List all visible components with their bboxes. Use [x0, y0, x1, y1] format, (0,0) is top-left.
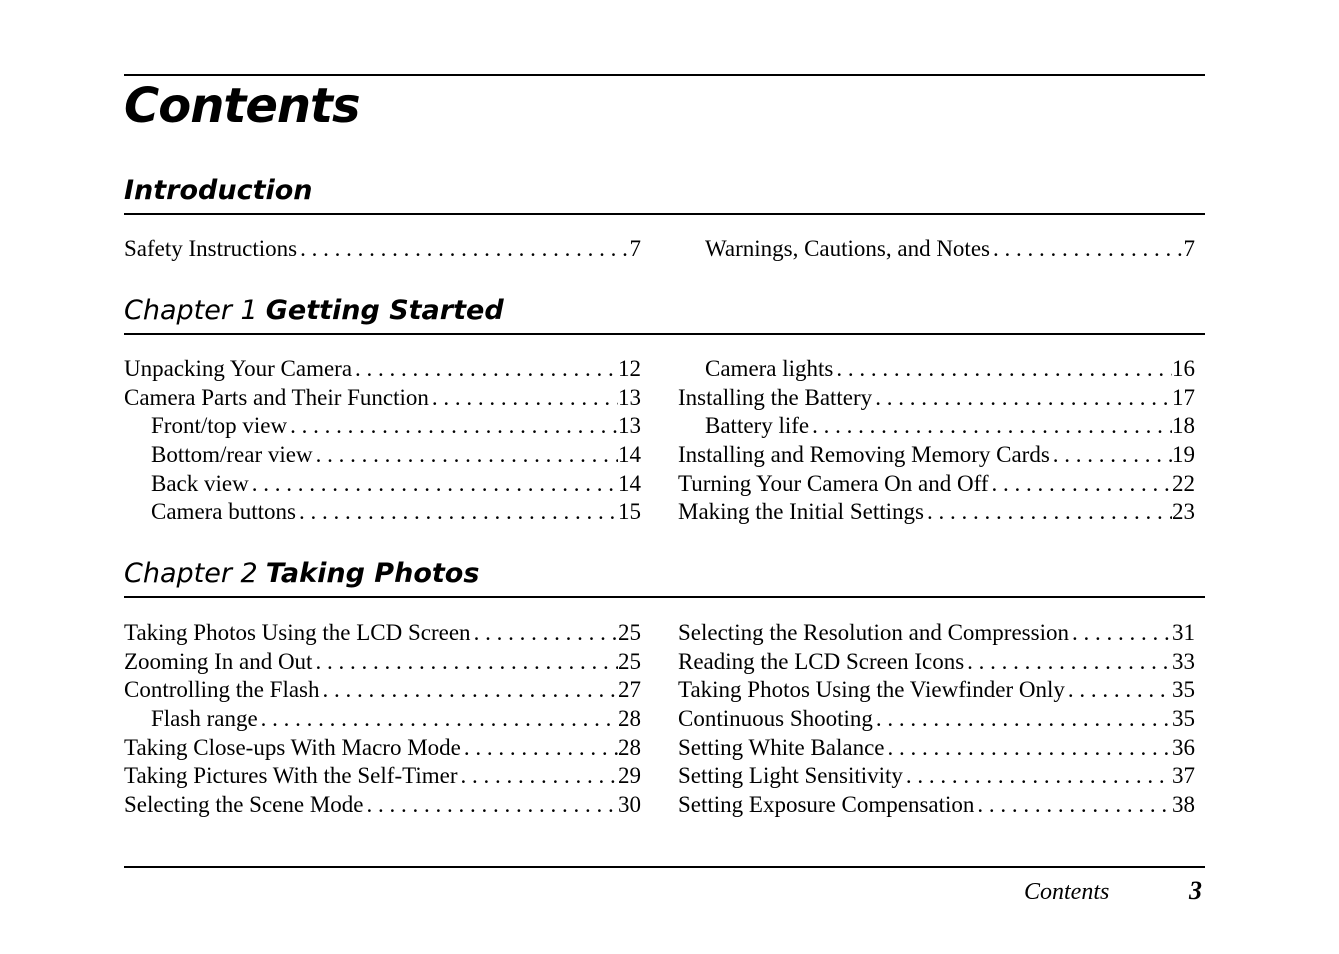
dot-leader	[1065, 677, 1172, 703]
toc-entry-page: 23	[1172, 499, 1195, 525]
toc-entry-label: Selecting the Scene Mode	[124, 792, 364, 818]
dot-leader	[312, 649, 618, 675]
toc-entry-label: Taking Photos Using the LCD Screen	[124, 620, 471, 645]
page-title: Contents	[124, 78, 360, 134]
toc-entry-page: 12	[618, 356, 641, 381]
toc-entry[interactable]	[678, 442, 1195, 471]
dot-leader	[872, 385, 1172, 411]
dot-leader	[258, 706, 618, 732]
toc-entry-label: Camera lights	[705, 356, 834, 381]
toc-entry[interactable]	[678, 649, 1195, 678]
toc-entry[interactable]	[124, 792, 641, 821]
dot-leader	[352, 356, 618, 382]
toc-entry-page: 28	[618, 706, 641, 732]
dot-leader	[924, 499, 1172, 525]
toc-entry[interactable]	[124, 677, 641, 706]
dot-leader	[287, 413, 618, 439]
toc-entry-label: Setting Exposure Compensation	[678, 792, 975, 818]
toc-entry-page: 16	[1172, 356, 1195, 381]
section-rule	[124, 596, 1205, 598]
dot-leader	[458, 763, 619, 789]
toc-entry-label: Turning Your Camera On and Off	[678, 470, 989, 496]
dot-leader	[974, 792, 1172, 818]
toc-entry[interactable]	[124, 442, 641, 471]
chapter-number: Chapter 2	[124, 558, 258, 589]
toc-entry-label: Setting White Balance	[678, 734, 885, 760]
dot-leader	[429, 385, 618, 411]
dot-leader	[833, 356, 1172, 382]
toc-column-left	[124, 236, 641, 265]
toc-entry-label: Reading the LCD Screen Icons	[678, 648, 965, 674]
toc-entry[interactable]	[124, 499, 641, 528]
footer-rule	[124, 866, 1205, 868]
toc-entry[interactable]	[124, 356, 641, 385]
toc-entry-label: Bottom/rear view	[151, 442, 313, 468]
toc-entry-page: 35	[1172, 706, 1195, 732]
toc-entry-page: 7	[629, 236, 641, 261]
toc-entry[interactable]	[678, 677, 1195, 706]
dot-leader	[964, 649, 1172, 675]
toc-entry-page: 13	[618, 413, 641, 439]
toc-entry-page: 38	[1172, 792, 1195, 818]
toc-entry-page: 13	[618, 384, 641, 410]
dot-leader	[320, 677, 619, 703]
toc-entry-page: 28	[618, 734, 641, 760]
toc-entry-page: 15	[618, 499, 641, 525]
toc-entry-page: 14	[618, 442, 641, 468]
dot-leader	[990, 236, 1184, 262]
dot-leader	[471, 620, 618, 646]
dot-leader	[364, 792, 618, 818]
toc-entry[interactable]	[678, 356, 1195, 385]
toc-entry[interactable]	[678, 413, 1195, 442]
toc-entry[interactable]	[678, 735, 1195, 764]
page-number: 3	[1189, 876, 1202, 905]
toc-entry-page: 33	[1172, 648, 1195, 674]
toc-entry[interactable]	[124, 620, 641, 649]
toc-entry-label: Zooming In and Out	[124, 648, 313, 674]
dot-leader	[809, 413, 1172, 439]
footer-label: Contents	[1024, 879, 1110, 905]
toc-entry-label: Front/top view	[151, 413, 288, 439]
section-heading-chapter-1	[124, 294, 504, 328]
toc-entry[interactable]	[124, 706, 641, 735]
toc-entry[interactable]	[124, 385, 641, 414]
section-rule	[124, 333, 1205, 335]
toc-entry[interactable]	[678, 471, 1195, 500]
section-name: Taking Photos	[265, 558, 480, 589]
toc-entry-page: 30	[618, 792, 641, 818]
section-heading-introduction	[124, 174, 313, 208]
toc-entry[interactable]	[124, 735, 641, 764]
toc-entry-page: 7	[1183, 236, 1195, 261]
toc-entry-label: Unpacking Your Camera	[124, 356, 353, 381]
toc-entry-label: Flash range	[151, 706, 258, 732]
toc-entry-page: 14	[618, 470, 641, 496]
toc-entry-label: Setting Light Sensitivity	[678, 763, 903, 789]
section-name: Introduction	[124, 175, 313, 206]
toc-entry-page: 17	[1172, 384, 1195, 410]
top-rule	[124, 74, 1205, 76]
toc-entry-label: Battery life	[705, 413, 810, 439]
dot-leader	[989, 471, 1173, 497]
toc-entry-label: Warnings, Cautions, and Notes	[705, 236, 990, 261]
toc-entry-page: 25	[618, 648, 641, 674]
toc-entry-page: 27	[618, 677, 641, 703]
dot-leader	[313, 442, 618, 468]
dot-leader	[903, 763, 1172, 789]
dot-leader	[297, 236, 629, 262]
section-heading-chapter-2	[124, 557, 479, 591]
dot-leader	[461, 735, 618, 761]
dot-leader	[249, 471, 618, 497]
toc-entry[interactable]	[124, 236, 641, 265]
dot-leader	[885, 735, 1172, 761]
toc-entry[interactable]	[678, 385, 1195, 414]
toc-column-left	[124, 620, 641, 821]
toc-entry-label: Taking Pictures With the Self-Timer	[124, 763, 458, 789]
toc-entry-label: Continuous Shooting	[678, 706, 873, 732]
toc-entry[interactable]	[124, 471, 641, 500]
toc-entry-page: 36	[1172, 734, 1195, 760]
toc-column-right	[678, 620, 1195, 821]
toc-column-right	[678, 236, 1195, 265]
dot-leader	[1069, 620, 1172, 646]
chapter-number: Chapter 1	[124, 295, 258, 326]
dot-leader	[1050, 442, 1172, 468]
toc-entry[interactable]	[124, 649, 641, 678]
toc-column-left	[124, 356, 641, 528]
toc-entry-page: 29	[618, 763, 641, 789]
toc-entry[interactable]	[678, 763, 1195, 792]
section-rule	[124, 213, 1205, 215]
toc-entry-label: Making the Initial Settings	[678, 499, 924, 525]
toc-entry-label: Camera Parts and Their Function	[124, 384, 429, 410]
toc-entry-label: Installing and Removing Memory Cards	[678, 442, 1050, 468]
toc-entry-label: Installing the Battery	[678, 384, 873, 410]
toc-entry[interactable]	[678, 706, 1195, 735]
toc-entry-label: Camera buttons	[151, 499, 296, 525]
toc-entry-label: Taking Photos Using the Viewfinder Only	[678, 677, 1065, 703]
toc-entry-page: 35	[1172, 677, 1195, 703]
toc-entry-page: 31	[1172, 620, 1195, 645]
toc-entry-page: 18	[1172, 413, 1195, 439]
toc-entry[interactable]	[124, 413, 641, 442]
toc-entry-page: 37	[1172, 763, 1195, 789]
toc-entry-label: Taking Close-ups With Macro Mode	[124, 734, 461, 760]
toc-entry[interactable]	[678, 620, 1195, 649]
toc-entry-page: 19	[1172, 442, 1195, 468]
dot-leader	[873, 706, 1172, 732]
dot-leader	[296, 499, 618, 525]
toc-entry-page: 22	[1172, 470, 1195, 496]
toc-entry[interactable]	[678, 499, 1195, 528]
toc-entry-page: 25	[618, 620, 641, 645]
toc-entry-label: Back view	[151, 470, 249, 496]
toc-column-right	[678, 356, 1195, 528]
toc-entry[interactable]	[124, 763, 641, 792]
toc-entry-label: Selecting the Resolution and Compression	[678, 620, 1069, 645]
section-name: Getting Started	[265, 295, 504, 326]
toc-entry-label: Safety Instructions	[124, 236, 298, 261]
toc-entry[interactable]	[678, 792, 1195, 821]
toc-entry-label: Controlling the Flash	[124, 677, 320, 703]
toc-entry[interactable]	[678, 236, 1195, 265]
